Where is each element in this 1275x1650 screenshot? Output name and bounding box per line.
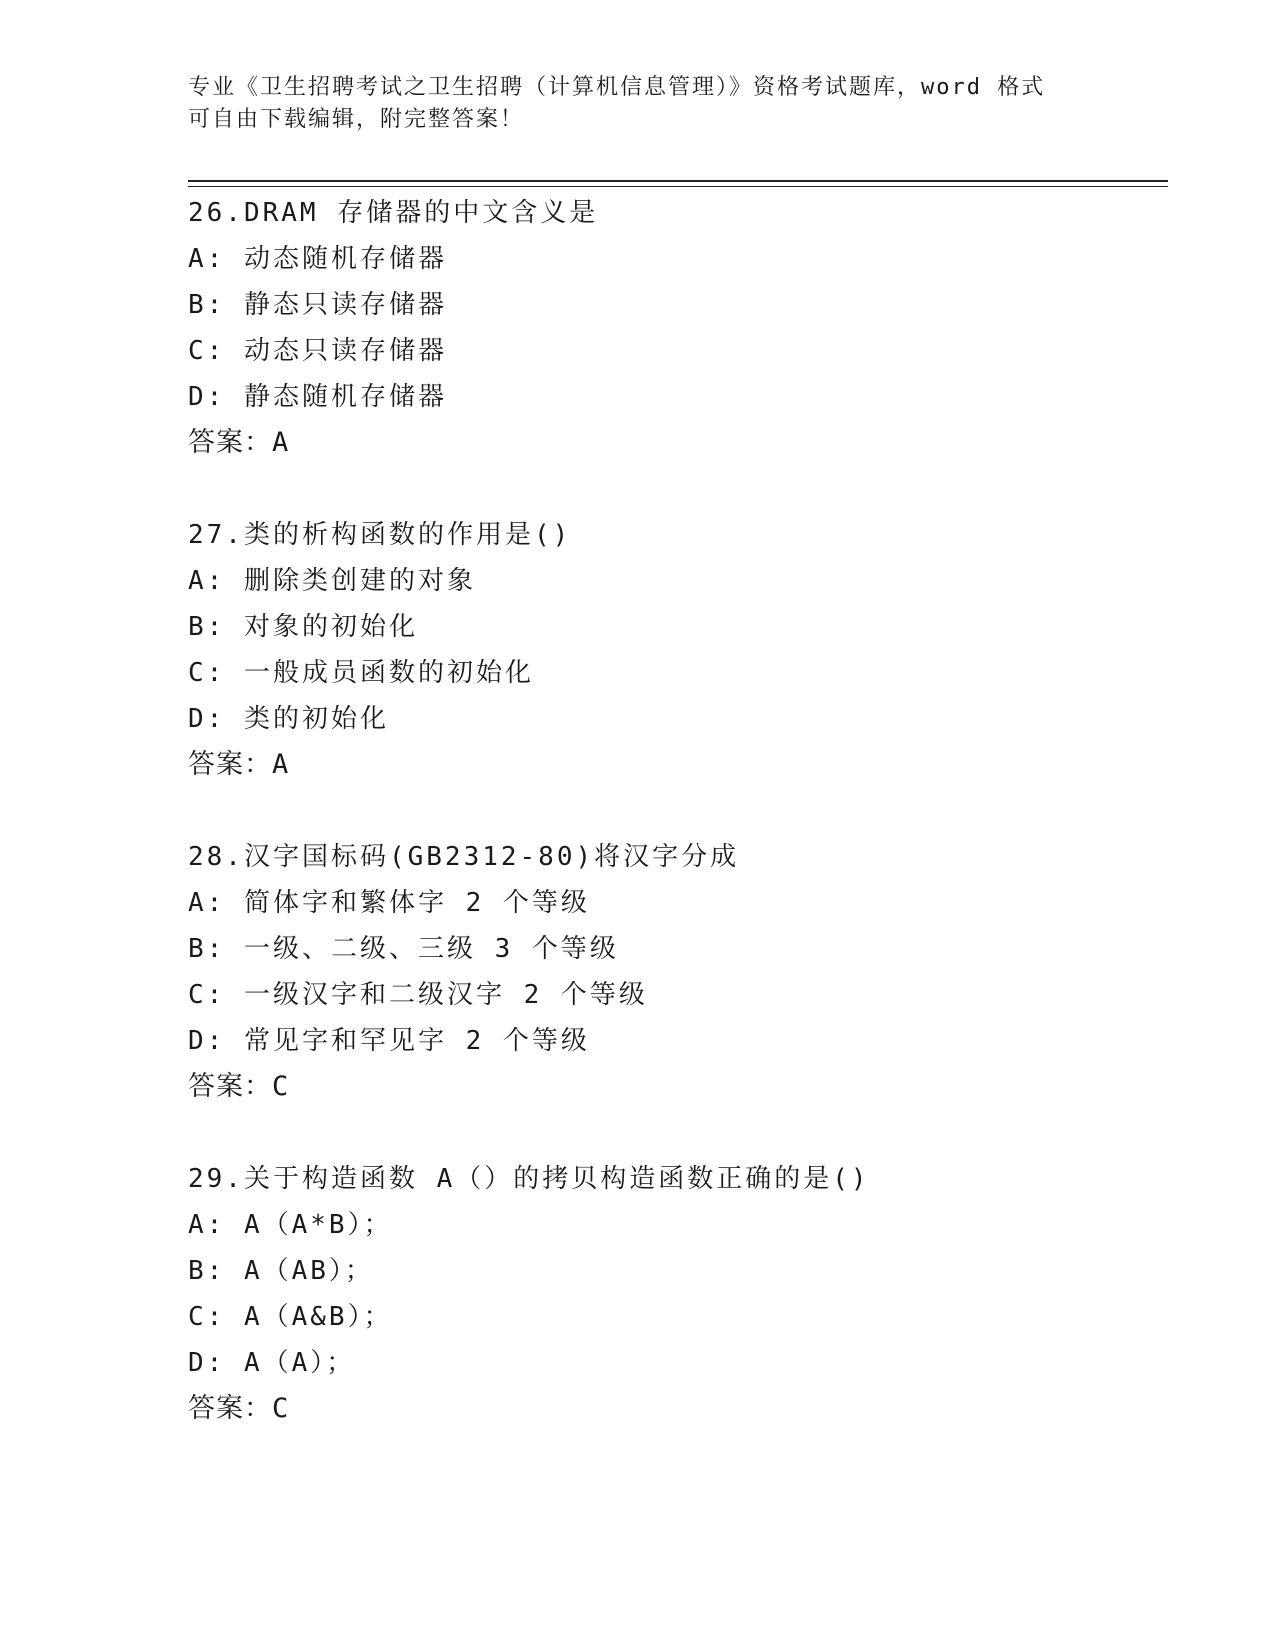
option-c: C: A（A&B）； [188,1302,393,1332]
answer-value: C [272,1071,290,1102]
answer-label: 答案： [188,1393,272,1424]
option-a: A: A（A*B）； [188,1210,393,1240]
option-b: B: A（AB）； [188,1256,374,1286]
option-a: A: 动态随机存储器 [188,244,447,274]
option-c: C: 动态只读存储器 [188,336,447,366]
option-b: B: 对象的初始化 [188,612,418,642]
question-stem: 29.关于构造函数 A（）的拷贝构造函数正确的是() [188,1164,870,1194]
header-divider-thick [188,180,1168,182]
answer-line [188,420,1168,466]
option-d: D: 类的初始化 [188,704,389,734]
question-stem: 28.汉字国标码(GB2312-80)将汉字分成 [188,842,740,872]
question-list [188,190,1168,1478]
answer-label: 答案： [188,427,272,458]
answer-label: 答案： [188,749,272,780]
answer-line [188,1386,1168,1432]
option-a: A: 简体字和繁体字 2 个等级 [188,888,590,918]
option-d: D: A（A）； [188,1348,356,1378]
question-27 [188,512,1168,788]
document-header [188,72,1088,136]
answer-value: A [272,427,290,458]
answer-label: 答案： [188,1071,272,1102]
option-d: D: 常见字和罕见字 2 个等级 [188,1026,590,1056]
question-28 [188,834,1168,1110]
header-divider-thin [188,186,1168,187]
answer-line [188,1064,1168,1110]
question-stem: 26.DRAM 存储器的中文含义是 [188,198,599,228]
answer-line [188,742,1168,788]
header-line-1: 专业《卫生招聘考试之卫生招聘（计算机信息管理）》资格考试题库，word 格式 [188,75,1046,100]
answer-value: C [272,1393,290,1424]
header-line-2: 可自由下载编辑，附完整答案！ [188,107,525,132]
option-b: B: 一级、二级、三级 3 个等级 [188,934,619,964]
answer-value: A [272,749,290,780]
option-b: B: 静态只读存储器 [188,290,447,320]
option-c: C: 一级汉字和二级汉字 2 个等级 [188,980,648,1010]
option-c: C: 一般成员函数的初始化 [188,658,534,688]
question-29 [188,1156,1168,1432]
option-d: D: 静态随机存储器 [188,382,447,412]
option-a: A: 删除类创建的对象 [188,566,476,596]
question-stem: 27.类的析构函数的作用是() [188,520,572,550]
question-26 [188,190,1168,466]
